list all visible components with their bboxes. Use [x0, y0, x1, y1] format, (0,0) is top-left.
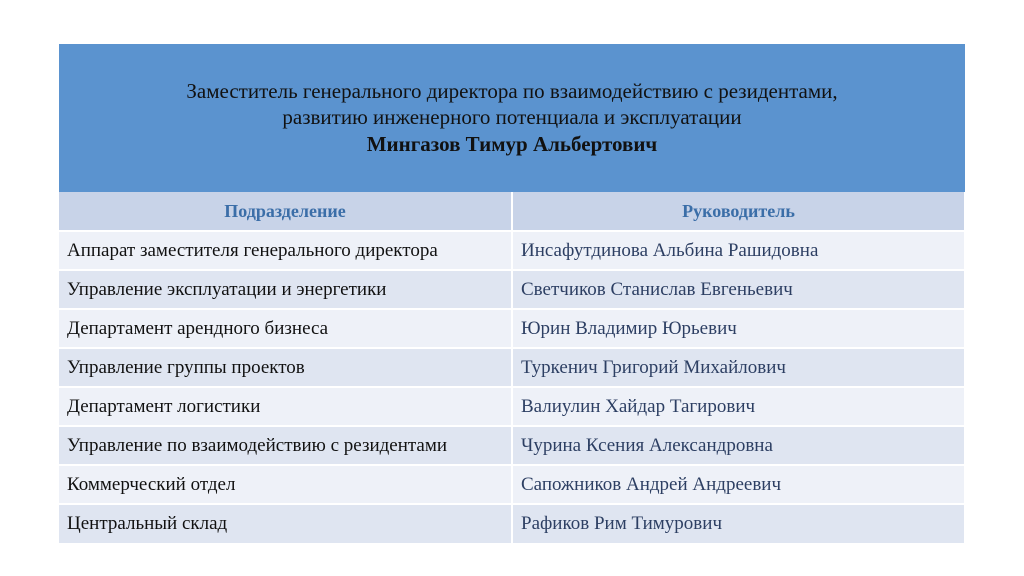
- department-cell: Коммерческий отдел: [59, 465, 512, 504]
- leader-cell: Валиулин Хайдар Тагирович: [512, 387, 965, 426]
- table-row: [59, 465, 965, 504]
- table-row: [59, 426, 965, 465]
- department-cell: Аппарат заместителя генерального директора: [59, 231, 512, 270]
- department-cell: Управление по взаимодействию с резидентами: [59, 426, 512, 465]
- department-cell: Департамент логистики: [59, 387, 512, 426]
- department-cell: Управление группы проектов: [59, 348, 512, 387]
- department-cell: Департамент арендного бизнеса: [59, 309, 512, 348]
- table-row: [59, 231, 965, 270]
- leader-cell: Юрин Владимир Юрьевич: [512, 309, 965, 348]
- title-line-2: развитию инженерного потенциала и эксплуатации: [282, 105, 742, 129]
- leader-cell: Инсафутдинова Альбина Рашидовна: [512, 231, 965, 270]
- title-line-1: Заместитель генерального директора по взаимодействию с резидентами,: [186, 79, 838, 103]
- table-row: [59, 309, 965, 348]
- table-row: [59, 348, 965, 387]
- column-header-leader: Руководитель: [512, 192, 965, 231]
- table-header-row: [59, 192, 965, 231]
- table-row: [59, 270, 965, 309]
- leader-cell: Чурина Ксения Александровна: [512, 426, 965, 465]
- department-table: [59, 192, 966, 545]
- leader-cell: Светчиков Станислав Евгеньевич: [512, 270, 965, 309]
- leader-cell: Рафиков Рим Тимурович: [512, 504, 965, 544]
- leader-cell: Туркенич Григорий Михайлович: [512, 348, 965, 387]
- org-table-panel: [59, 44, 965, 536]
- table-row: [59, 504, 965, 544]
- column-header-department: Подразделение: [59, 192, 512, 231]
- department-cell: Центральный склад: [59, 504, 512, 544]
- table-row: [59, 387, 965, 426]
- title-header: [59, 44, 965, 192]
- leader-cell: Сапожников Андрей Андреевич: [512, 465, 965, 504]
- director-name: Мингазов Тимур Альбертович: [366, 132, 658, 156]
- department-cell: Управление эксплуатации и энергетики: [59, 270, 512, 309]
